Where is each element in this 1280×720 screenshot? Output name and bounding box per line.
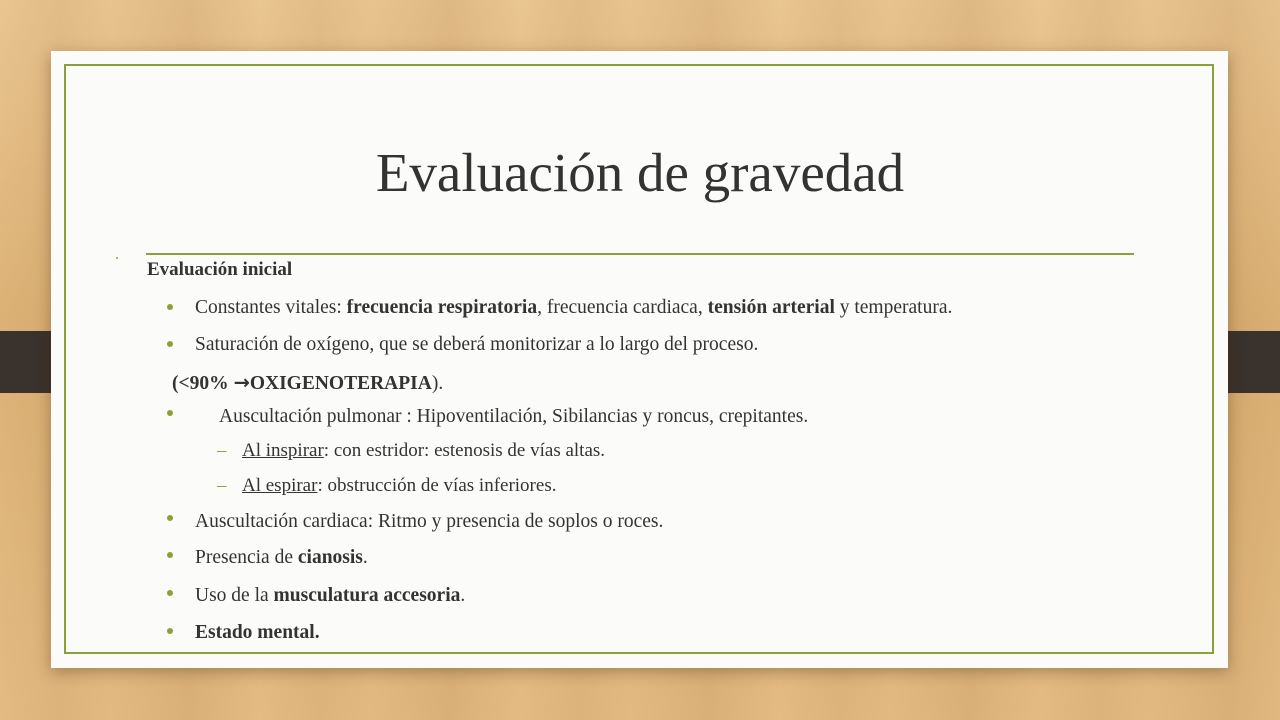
- list-item-vitals: [195, 297, 952, 319]
- sub-item-label: Al espirar: [242, 475, 318, 496]
- cyanosis-bold: cianosis: [297, 547, 363, 568]
- bullet-icon: [167, 341, 173, 347]
- list-item-cyanosis: [195, 547, 368, 569]
- cyanosis-text: Presencia de: [195, 547, 298, 568]
- oxygen-therapy-label: OXIGENOTERAPIA: [249, 373, 432, 394]
- section-heading: Evaluación inicial: [147, 259, 293, 280]
- sub-item-inspire: [242, 440, 605, 462]
- oxygen-threshold: (<90%: [172, 373, 234, 394]
- bullet-icon: [167, 410, 173, 416]
- list-item-mental: [195, 622, 320, 644]
- bullet-icon: [167, 515, 173, 521]
- bullet-icon: [167, 304, 173, 310]
- muscles-text: Uso de la: [195, 585, 274, 606]
- list-item-saturation: Saturación de oxígeno, que se deberá monitorizar a lo largo del proceso.: [195, 334, 759, 355]
- sub-item-expire: [242, 475, 556, 497]
- muscles-bold: musculatura accesoria: [273, 585, 461, 606]
- sub-dash-icon: –: [217, 440, 227, 461]
- list-item-pulmonary: Auscultación pulmonar : Hipoventilación, Sibilancias y roncus, crepitantes.: [219, 406, 809, 427]
- sub-item-label: Al inspirar: [242, 440, 324, 461]
- list-item-muscles: [195, 585, 465, 607]
- sub-item-text: : con estridor: estenosis de vías altas.: [323, 440, 606, 461]
- vitals-bold-pressure: tensión arterial: [707, 297, 835, 318]
- title-divider: [146, 253, 1134, 255]
- bullet-icon: [167, 590, 173, 596]
- bullet-icon: [167, 552, 173, 558]
- decorative-dot: [116, 257, 118, 259]
- bullet-icon: [167, 628, 173, 634]
- cyanosis-text: .: [362, 547, 368, 568]
- vitals-text: Constantes vitales:: [195, 297, 347, 318]
- mental-bold: Estado mental.: [195, 622, 320, 643]
- muscles-text: .: [460, 585, 466, 606]
- slide-title: Evaluación de gravedad: [375, 142, 905, 203]
- vitals-text: , frecuencia cardiaca,: [537, 297, 708, 318]
- list-item-cardiac: Auscultación cardiaca: Ritmo y presencia de soplos o roces.: [195, 511, 664, 532]
- vitals-bold-respiratory: frecuencia respiratoria: [346, 297, 538, 318]
- sub-dash-icon: –: [217, 475, 227, 496]
- arrow-right-icon: →: [233, 371, 250, 394]
- sub-item-text: : obstrucción de vías inferiores.: [317, 475, 557, 496]
- oxygen-therapy-line: [172, 371, 443, 395]
- vitals-text: y temperatura.: [834, 297, 953, 318]
- oxygen-close: ).: [431, 373, 444, 394]
